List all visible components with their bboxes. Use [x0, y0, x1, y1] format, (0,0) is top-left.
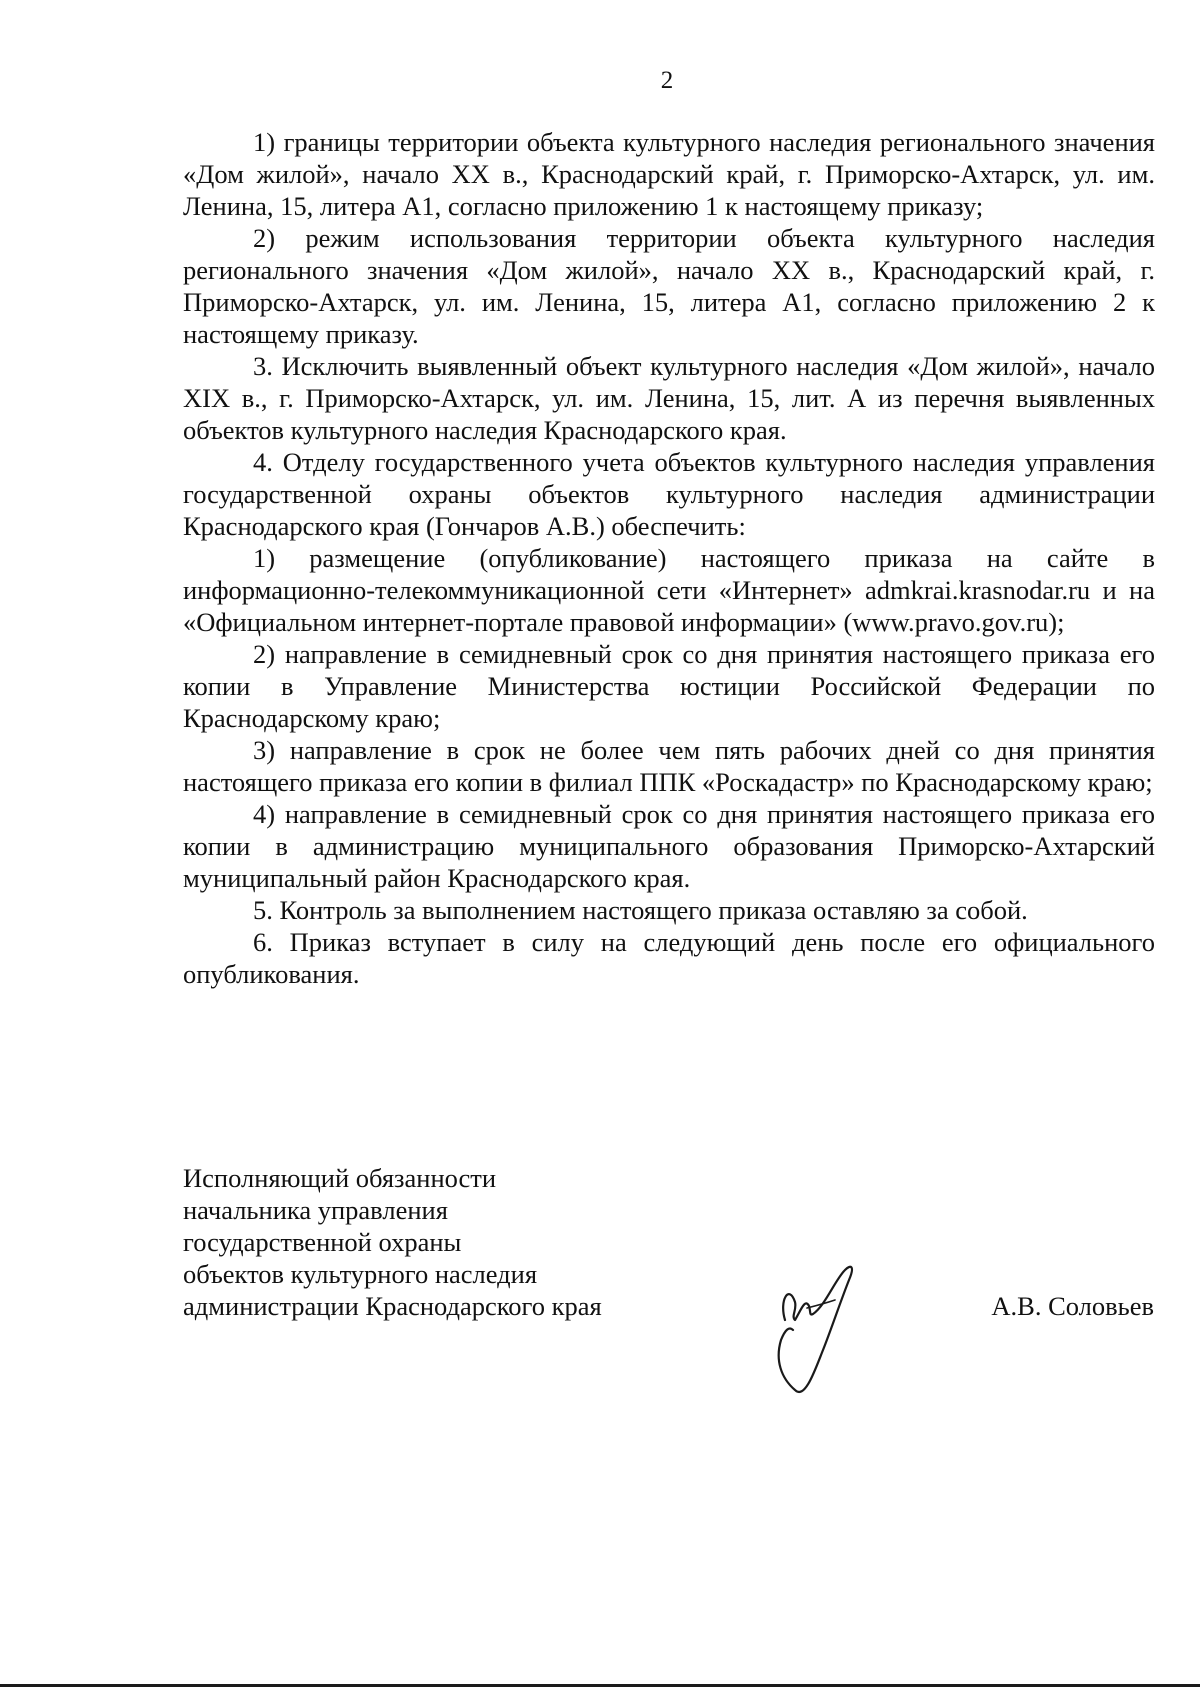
paragraph-usage-regime: 2) режим использования территории объекта культурного наследия регионального значения «Дом жилой», начало XX в., Краснодарский край, г. Приморско-Ахтарск, ул. им. Ленина, 15, литера А1, согласно приложению 2 к настоящему приказу. — [183, 223, 1155, 349]
signatory-title-line: администрации Краснодарского края — [183, 1291, 602, 1321]
signatory-title — [183, 1162, 683, 1322]
paragraph-effective-date: 6. Приказ вступает в силу на следующий день после его официального опубликования. — [183, 927, 1155, 989]
paragraph-cadastre-copy: 3) направление в срок не более чем пять рабочих дней со дня принятия настоящего приказа его копии в филиал ППК «Роскадастр» по Краснодарскому краю; — [183, 735, 1155, 797]
handwritten-signature-icon — [765, 1250, 875, 1410]
signatory-title-line: государственной охраны — [183, 1227, 462, 1257]
document-body — [183, 126, 1155, 990]
paragraph-ministry-copy: 2) направление в семидневный срок со дня принятия настоящего приказа его копии в Управление Министерства юстиции Российской Федерации по Краснодарскому краю; — [183, 639, 1155, 733]
paragraph-publication: 1) размещение (опубликование) настоящего приказа на сайте в информационно-телекоммуникационной сети «Интернет» admkrai.krasnodar.ru и на «Официальном интернет-портале правовой информации» (www.pravo.gov.ru); — [183, 543, 1155, 637]
paragraph-department-duties: 4. Отделу государственного учета объектов культурного наследия управления государственной охраны объектов культурного наследия администрации Краснодарского края (Гончаров А.В.) обеспечить: — [183, 447, 1155, 541]
signatory-title-line: начальника управления — [183, 1195, 448, 1225]
paragraph-boundaries: 1) границы территории объекта культурного наследия регионального значения «Дом жилой», начало XX в., Краснодарский край, г. Приморско-Ахтарск, ул. им. Ленина, 15, литера А1, согласно приложению 1 к настоящему приказу; — [183, 127, 1155, 221]
paragraph-control: 5. Контроль за выполнением настоящего приказа оставляю за собой. — [253, 895, 1028, 925]
signatory-title-line: объектов культурного наследия — [183, 1259, 538, 1289]
signer-name: А.В. Соловьев — [991, 1291, 1154, 1321]
paragraph-exclusion: 3. Исключить выявленный объект культурного наследия «Дом жилой», начало XIX в., г. Приморско-Ахтарск, ул. им. Ленина, 15, лит. А из перечня выявленных объектов культурного наследия Краснодарского края. — [183, 351, 1155, 445]
signatory-title-line: Исполняющий обязанности — [183, 1163, 497, 1193]
paragraph-municipality-copy: 4) направление в семидневный срок со дня принятия настоящего приказа его копии в администрацию муниципального образования Приморско-Ахтарский муниципальный район Краснодарского края. — [183, 799, 1155, 893]
page-bottom-border — [0, 1684, 1200, 1687]
page-number: 2 — [660, 67, 674, 94]
